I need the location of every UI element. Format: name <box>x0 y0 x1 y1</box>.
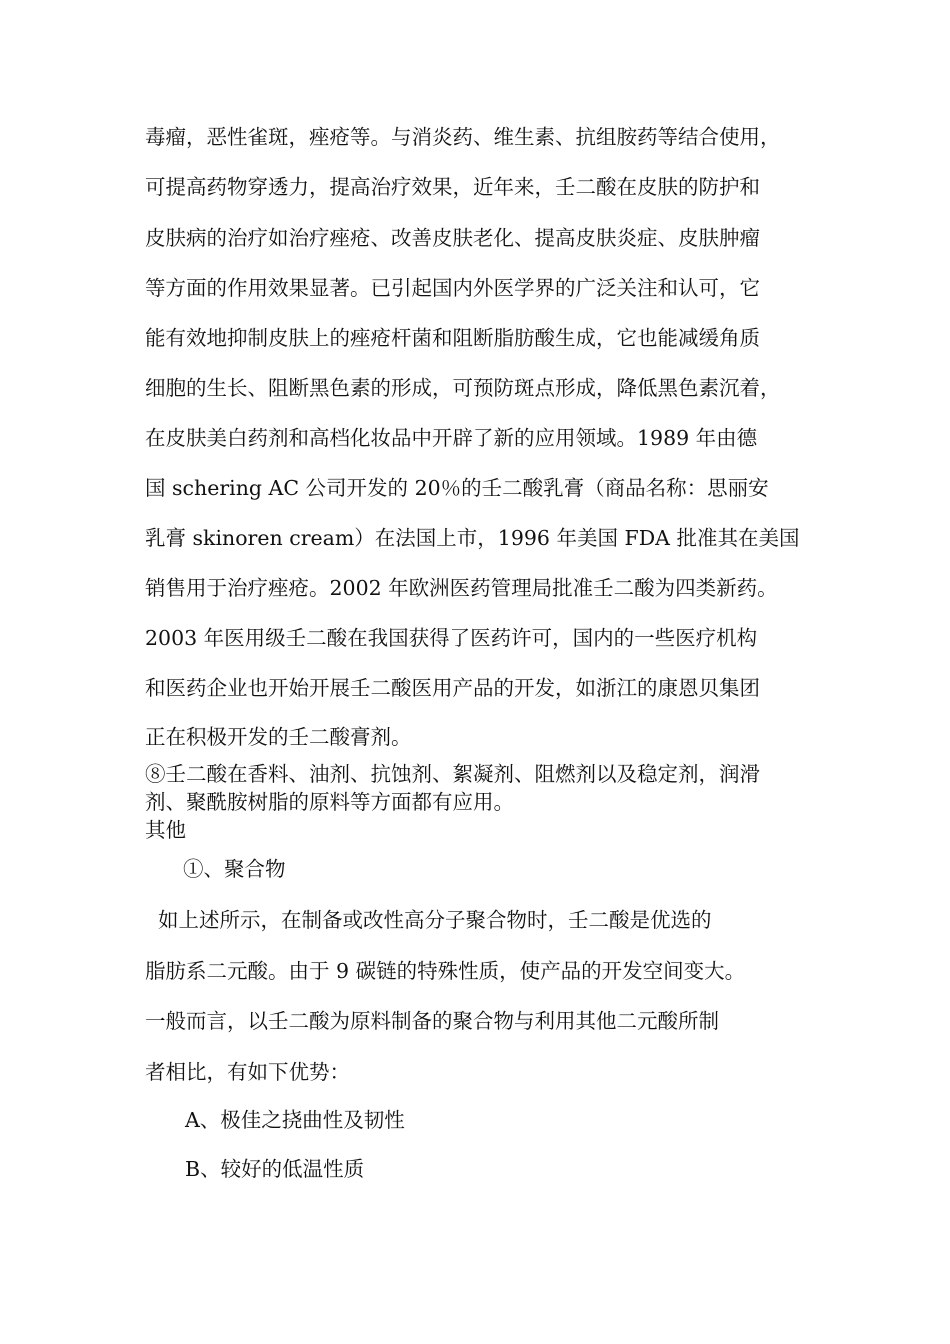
advantage-b: B、较好的低温性质 <box>185 1157 365 1181</box>
item8-line-1: ⑧壬二酸在香料、油剂、抗蚀剂、絮凝剂、阻燃剂以及稳定剂，润滑 <box>145 762 760 786</box>
paragraph1-line-10: 销售用于治疗痤疮。2002 年欧洲医药管理局批准壬二酸为四类新药。 <box>145 576 778 600</box>
paragraph2-line-4: 者相比，有如下优势： <box>145 1060 350 1084</box>
subsection-polymer-title: ①、聚合物 <box>183 857 286 881</box>
paragraph1-line-13: 正在积极开发的壬二酸膏剂。 <box>145 725 412 749</box>
paragraph1-line-11: 2003 年医用级壬二酸在我国获得了医药许可，国内的一些医疗机构 <box>145 626 758 650</box>
paragraph1-line-7: 在皮肤美白药剂和高档化妆品中开辟了新的应用领域。1989 年由德 <box>145 426 758 450</box>
paragraph1-line-5: 能有效地抑制皮肤上的痤疮杆菌和阻断脂肪酸生成，它也能减缓角质 <box>145 326 760 350</box>
paragraph2-line-2: 脂肪系二元酸。由于 9 碳链的特殊性质，使产品的开发空间变大。 <box>145 959 746 983</box>
paragraph1-line-3: 皮肤病的治疗如治疗痤疮、改善皮肤老化、提高皮肤炎症、皮肤肿瘤 <box>145 226 760 250</box>
paragraph1-line-8: 国 schering AC 公司开发的 20％的壬二酸乳膏（商品名称：思丽安 <box>145 476 769 500</box>
paragraph1-line-9: 乳膏 skinoren cream）在法国上市，1996 年美国 FDA 批准其在美国 <box>145 526 800 550</box>
advantage-a: A、极佳之挠曲性及韧性 <box>185 1108 405 1132</box>
paragraph1-line-2: 可提高药物穿透力，提高治疗效果，近年来，壬二酸在皮肤的防护和 <box>145 175 760 199</box>
paragraph2-line-1: 如上述所示，在制备或改性高分子聚合物时，壬二酸是优选的 <box>145 908 712 932</box>
paragraph1-line-6: 细胞的生长、阻断黑色素的形成，可预防斑点形成，降低黑色素沉着， <box>145 376 781 400</box>
paragraph1-line-1: 毒瘤，恶性雀斑，痤疮等。与消炎药、维生素、抗组胺药等结合使用， <box>145 125 781 149</box>
paragraph1-line-12: 和医药企业也开始开展壬二酸医用产品的开发，如浙江的康恩贝集团 <box>145 676 760 700</box>
paragraph2-line-3: 一般而言，以壬二酸为原料制备的聚合物与利用其他二元酸所制 <box>145 1009 719 1033</box>
section-other-heading: 其他 <box>145 818 186 842</box>
item8-line-2: 剂、聚酰胺树脂的原料等方面都有应用。 <box>145 790 514 814</box>
paragraph1-line-4: 等方面的作用效果显著。已引起国内外医学界的广泛关注和认可，它 <box>145 276 760 300</box>
